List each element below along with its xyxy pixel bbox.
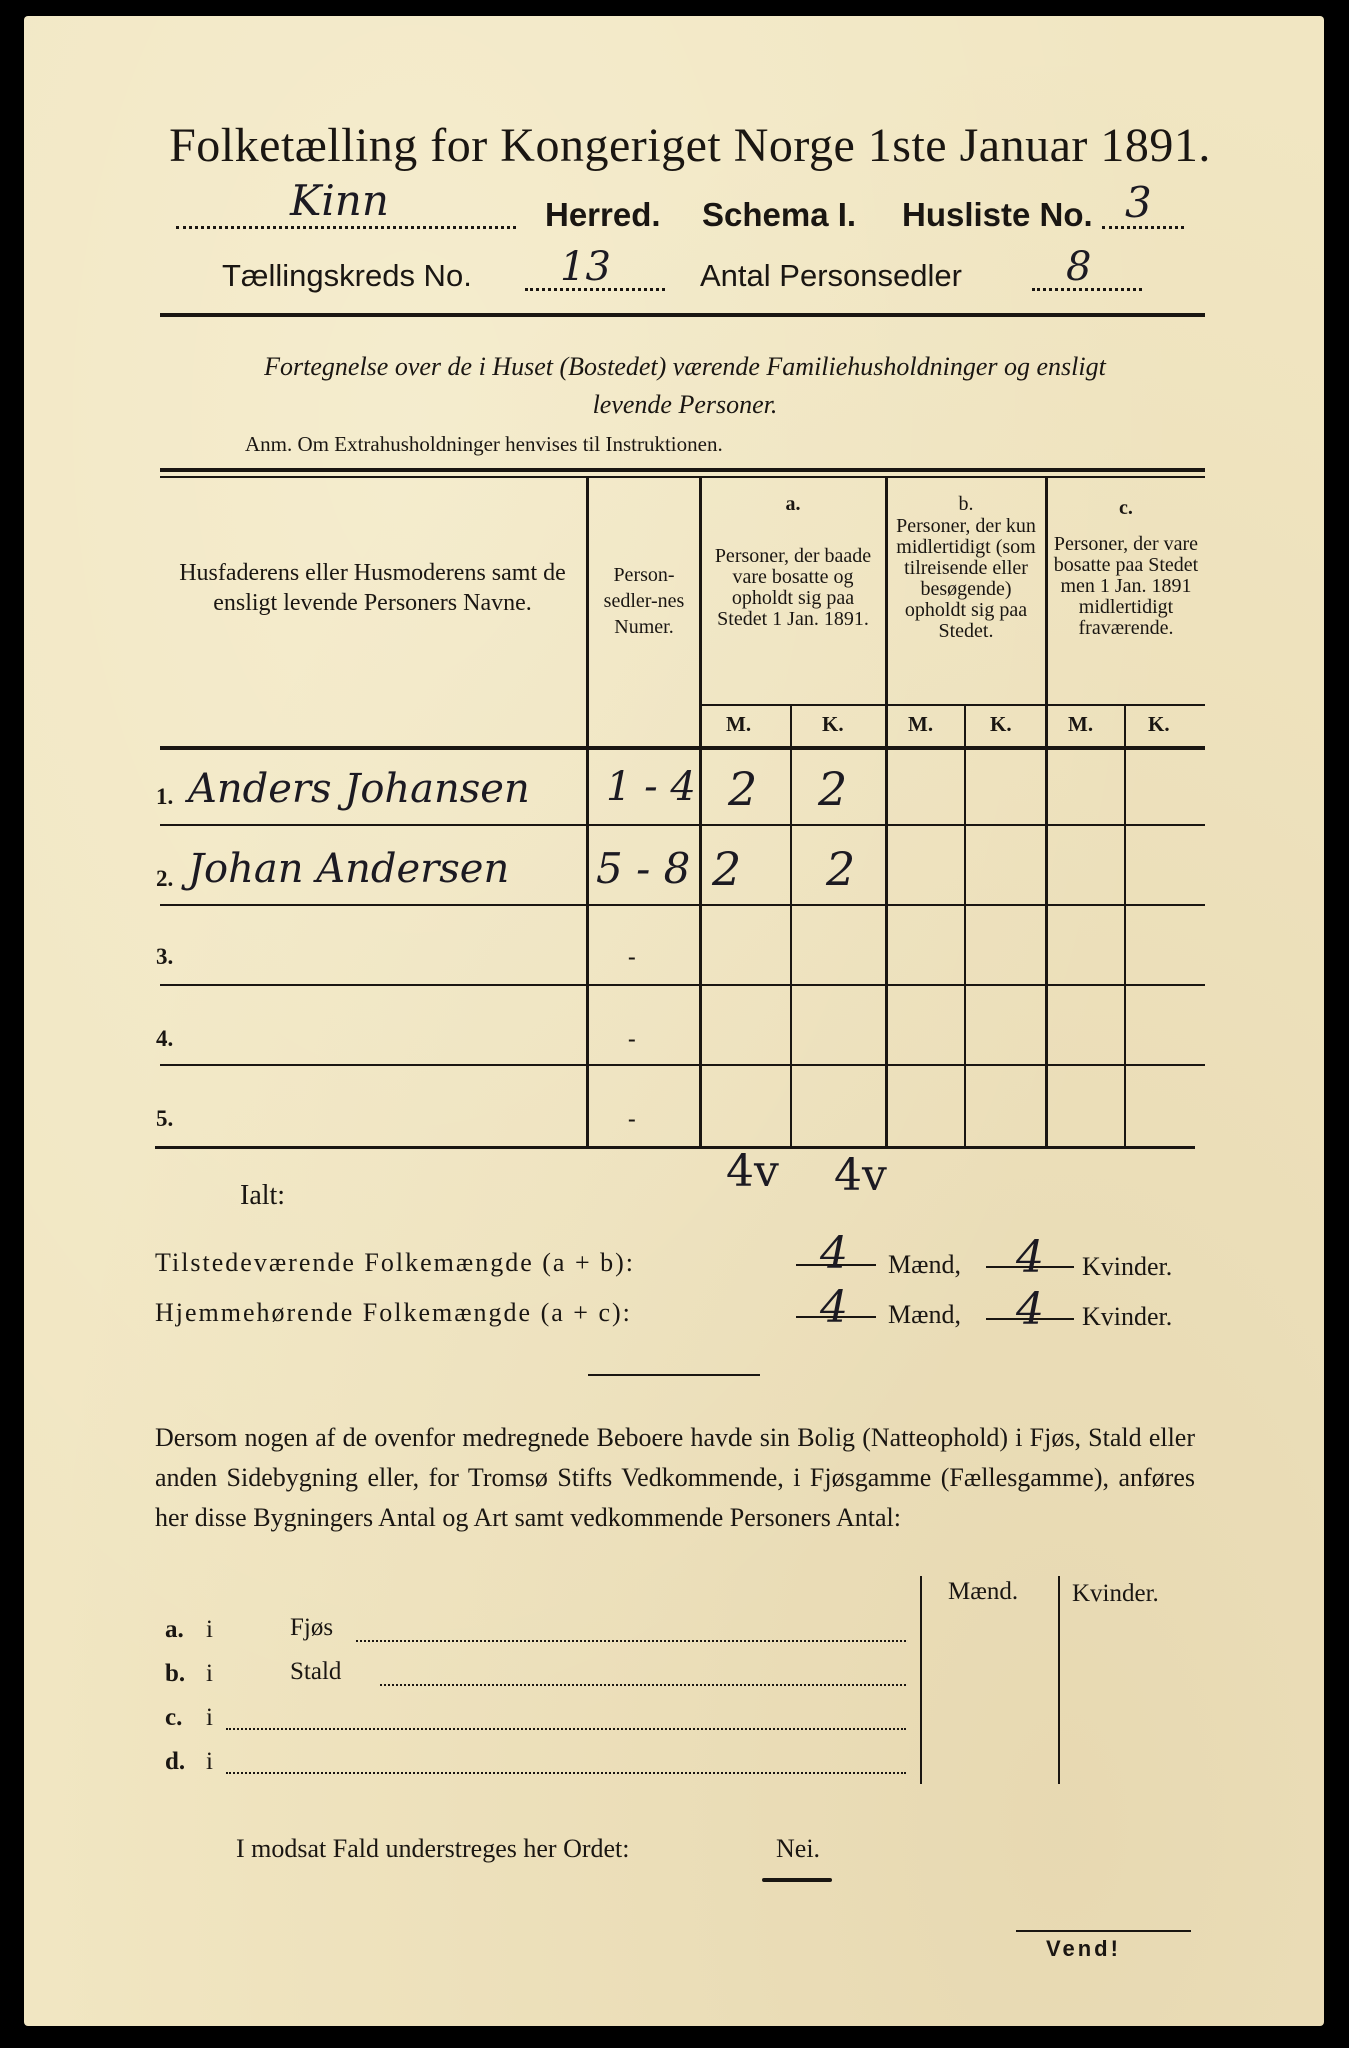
kreds-value: 13: [560, 244, 611, 290]
b-k-label: K.: [990, 712, 1012, 736]
vline-b: [1045, 478, 1048, 1148]
vline-name: [586, 478, 589, 1148]
building-b-label: Stald: [290, 1658, 342, 1685]
a-k-label: K.: [822, 712, 844, 736]
building-d-dots: [226, 1772, 906, 1774]
separator-short: [588, 1374, 760, 1376]
row-2-a-m: 2: [712, 842, 742, 896]
anm-note: Anm. Om Extrahusholdninger henvises til Instruktionen.: [245, 432, 723, 456]
vend-rule: [1016, 1930, 1191, 1932]
building-b-dots: [380, 1684, 906, 1686]
col-a-header: Personer, der baade vare bosatte og opholdt sig paa Stedet 1 Jan. 1891.: [714, 545, 872, 630]
row-1-name: Anders Johansen: [188, 766, 530, 812]
row-1-a-m: 2: [728, 762, 758, 816]
col-num-header: Person-sedler-nes Numer.: [603, 564, 685, 638]
table-top-rule-2: [160, 476, 1205, 478]
vline-a: [885, 478, 888, 1148]
hjem-maend: Mænd,: [888, 1300, 961, 1329]
antal-value: 8: [1066, 244, 1092, 290]
table-top-rule: [160, 468, 1205, 472]
tilst-maend: Mænd,: [888, 1250, 961, 1279]
intro-text: [160, 348, 1210, 424]
row-2-number: 2.: [156, 866, 174, 891]
row-2-name: Johan Andersen: [188, 846, 510, 892]
row-3-num: -: [628, 944, 636, 969]
nei-underline: [762, 1878, 832, 1882]
tilst-k-value: 4: [1016, 1232, 1044, 1283]
vline-cm: [1124, 704, 1126, 1148]
hjem-k-value: 4: [1016, 1284, 1044, 1335]
building-a-dots: [356, 1640, 906, 1642]
vline-num: [699, 478, 702, 1148]
row-rule-4: [160, 1064, 1205, 1066]
building-c-i: i: [206, 1704, 213, 1731]
antal-label: Antal Personsedler: [700, 258, 962, 293]
buildings-maend-header: Mænd.: [948, 1578, 1019, 1605]
buildings-vline-1: [920, 1576, 922, 1784]
row-5-number: 5.: [156, 1106, 174, 1131]
buildings-vline-2: [1058, 1576, 1060, 1784]
buildings-kvinder-header: Kvinder.: [1072, 1580, 1159, 1607]
schema-label: Schema I.: [702, 196, 857, 233]
modsat-text: I modsat Fald understreges her Ordet:: [236, 1834, 630, 1863]
row-rule-3: [160, 984, 1205, 986]
building-c-dots: [226, 1728, 906, 1730]
row-3-number: 3.: [156, 944, 174, 969]
row-1-num: 1 - 4: [606, 764, 696, 810]
herred-value: Kinn: [290, 176, 389, 225]
hjem-label: Hjemmehørende Folkemængde (a + c):: [155, 1298, 632, 1327]
mk-top-rule: [700, 704, 1205, 706]
col-b-letter: b.: [958, 493, 974, 515]
building-b-i: i: [206, 1660, 213, 1687]
hjem-kvinder: Kvinder.: [1082, 1302, 1173, 1331]
building-a-letter: a.: [165, 1616, 184, 1643]
hjem-m-value: 4: [820, 1282, 848, 1333]
nei-word: Nei.: [776, 1834, 821, 1863]
row-1-number: 1.: [156, 784, 174, 809]
vline-bm: [964, 704, 966, 1148]
herred-label: Herred.: [545, 196, 661, 233]
building-d-letter: d.: [165, 1748, 186, 1775]
husliste-label: Husliste No.: [902, 196, 1093, 233]
intro-line-1: Fortegnelse over de i Huset (Bostedet) værende Familiehusholdninger og ensligt: [264, 352, 1106, 381]
c-m-label: M.: [1068, 712, 1094, 736]
building-a-label: Fjøs: [290, 1614, 334, 1641]
vend-label: Vend!: [1046, 1936, 1121, 1961]
b-m-label: M.: [908, 712, 934, 736]
building-b-letter: b.: [165, 1660, 186, 1687]
row-rule-2: [160, 904, 1205, 906]
header-rule: [160, 313, 1205, 317]
ialt-k: 4v: [834, 1150, 887, 1201]
row-4-number: 4.: [156, 1026, 174, 1051]
header-bottom-rule: [160, 746, 1205, 750]
tilst-label: Tilstedeværende Folkemængde (a + b):: [155, 1248, 635, 1277]
herred-dots: [176, 226, 516, 229]
vline-am: [790, 704, 792, 1148]
tilst-kvinder: Kvinder.: [1082, 1252, 1173, 1281]
kreds-label: Tællingskreds No.: [222, 258, 472, 293]
form-title: Folketælling for Kongeriget Norge 1ste Januar 1891.: [169, 119, 1211, 172]
col-c-header: Personer, der vare bosatte paa Stedet men 1 Jan. 1891 midlertidigt fraværende.: [1053, 533, 1199, 639]
building-c-letter: c.: [165, 1704, 183, 1731]
row-4-num: -: [628, 1026, 636, 1051]
intro-line-2: levende Personer.: [592, 390, 778, 419]
row-rule-1: [160, 824, 1205, 826]
buildings-paragraph: Dersom nogen af de ovenfor medregnede Beboere havde sin Bolig (Natteophold) i Fjøs, Stald eller anden Sidebygning eller, for Tromsø Stifts Vedkommende, i Fjøsgamme (Fællesgamme), anføres her disse Bygningers Antal og Art samt vedkommende Personers Antal:: [155, 1423, 1195, 1532]
row-2-num: 5 - 8: [596, 844, 691, 893]
col-c-letter: c.: [1119, 497, 1133, 519]
row-1-a-k: 2: [818, 762, 848, 816]
census-form-sheet: [24, 16, 1324, 2026]
col-name-header: Husfaderens eller Husmoderens samt de ensligt levende Personers Navne.: [179, 560, 566, 616]
husliste-value: 3: [1125, 178, 1152, 227]
tilst-m-value: 4: [820, 1228, 848, 1279]
c-k-label: K.: [1148, 712, 1170, 736]
a-m-label: M.: [726, 712, 752, 736]
row-2-a-k: 2: [826, 842, 856, 896]
ialt-label: Ialt:: [240, 1180, 286, 1211]
building-d-i: i: [206, 1748, 213, 1775]
col-b-header: Personer, der kun midlertidigt (som tilreisende eller besøgende) opholdt sig paa Stedet.: [896, 515, 1036, 642]
row-5-num: -: [628, 1106, 636, 1131]
building-a-i: i: [206, 1616, 213, 1643]
table-bottom-rule: [155, 1146, 1195, 1149]
col-a-letter: a.: [785, 493, 801, 515]
ialt-m: 4v: [726, 1146, 779, 1197]
